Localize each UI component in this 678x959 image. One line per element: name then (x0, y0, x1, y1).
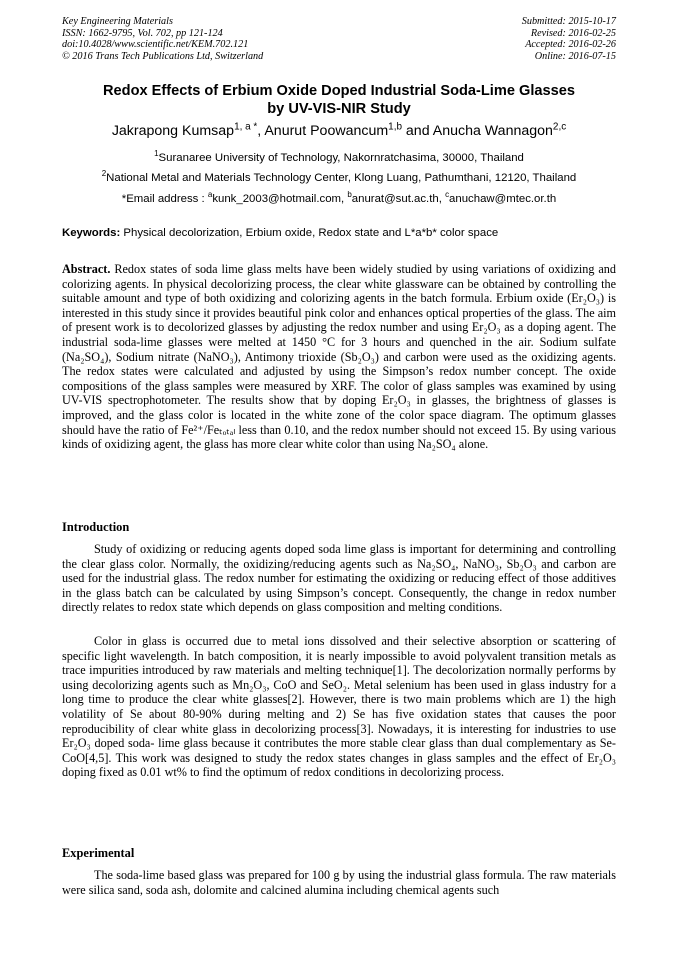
title-line-2: by UV-VIS-NIR Study (267, 101, 411, 117)
affiliation-text: National Metal and Materials Technology Center, Klong Luang, Pathumthani, 12120, Thailand (106, 172, 577, 184)
introduction-paragraph: Study of oxidizing or reducing agents doped soda lime glass is important for determining and controlling the clear glass color. Normally, the oxidizing/reducing agents such as Na₂SO₄, NaNO₃, Sb₂O₃ and carbon are used for the industrial glass. The redox number for estimating the oxidizing or reducing effect of those additives in the glass batch can be calculated by using Simpson’s concept. Consequently, the change in redox number directly relates to redox state which depends on glass composition and melting conditions. (62, 542, 616, 615)
author-separator: , (257, 123, 265, 139)
affiliation-sup: 1 (154, 149, 159, 159)
affiliation-sup: 2 (101, 169, 107, 179)
experimental-paragraph: The soda-lime based glass was prepared for 100 g by using the industrial glass formula. The raw materials were silica sand, soda ash, dolomite and calcined alumina including chemical agents such (62, 868, 616, 897)
email-sup: a (207, 190, 213, 200)
journal-copyright: © 2016 Trans Tech Publications Ltd, Switzerland (62, 50, 264, 62)
email-link[interactable]: kunk_2003@hotmail.com (212, 193, 342, 205)
journal-name: Key Engineering Materials (62, 16, 173, 27)
email-link[interactable]: anurat@sut.ac.th (351, 193, 439, 205)
keywords (62, 226, 616, 240)
keywords-text: Physical decolorization, Erbium oxide, Redox state and L*a*b* color space (120, 227, 499, 239)
email-separator: , (438, 193, 446, 205)
author-name: Anurut Poowancum (264, 123, 389, 139)
author-sup: 2,c (552, 121, 567, 133)
date-revised: Revised: 2016-02-25 (530, 27, 616, 39)
email-sup: c (445, 190, 450, 200)
affiliation-1 (62, 151, 616, 165)
abstract-text: Redox states of soda lime glass melts have been widely studied by using variations of oxidizing and colorizing agents. In physical decolorizing process, the clear white glassware can be obtained by controlling the suitable amount and type of both oxidizing and colorizing agents in the batch formula. Erbium oxide (Er₂O₃) is interested in this study since it provides beautiful pink color and enhances optical properties of the glass. The aim of present work is to decolorized glasses by adjusting the redox number and using Er₂O₃ as a doping agent. The industrial soda-lime glasses were melted at 1450 °C for 3 hours and quenched in the air. Sodium sulfate (Na₂SO₄), Sodium nitrate (NaNO₃), Antimony trioxide (Sb₂O₃) and carbon were used as the oxidizing agents. The redox states were calculated and adjusted by using the Simpson’s redox number concept. The oxide compositions of the glass samples were measured by XRF. The color of glass samples was examined by using UV-VIS spectrophotometer. The results show that by doping Er₂O₃ in glasses, the brightness of glasses is improved, and the glass color is located in the white zone of the color space diagram. The optimum glasses should have the ratio of Fe²⁺/Feₜₒₜₐₗ less than 0.10, and the redox number should not exceed 15. By using various kinds of oxidizing agent, the glass has more clear white color than using Na₂SO₄ alone. (62, 262, 616, 452)
paper-title (62, 82, 616, 118)
date-online: Online: 2016-07-15 (534, 50, 616, 62)
affiliation-text: Suranaree University of Technology, Nakornratchasima, 30000, Thailand (158, 152, 524, 164)
affiliation-2 (62, 171, 616, 185)
email-prefix: *Email address : (121, 193, 208, 205)
introduction-heading: Introduction (62, 520, 130, 534)
email-separator: , (341, 193, 348, 205)
author-name: Jakrapong Kumsap (111, 123, 235, 139)
journal-info (62, 16, 263, 62)
journal-doi: doi:10.4028/www.scientific.net/KEM.702.121 (62, 39, 249, 51)
publication-dates (522, 16, 616, 62)
email-link[interactable]: anuchaw@mtec.or.th (449, 193, 557, 205)
author-list (62, 122, 616, 140)
introduction-paragraph: Color in glass is occurred due to metal ions dissolved and their selective absorption or scattering of specific light wavelength. In batch composition, it is nearly impossible to avoid polyvalent transition metals as trace impurities introduced by raw materials and melting technique[1]. The decolorization normally performs by using decolorizing agents such as Mn₂O₃, CoO and SeO₂. Metal selenium has been used in glass industry for a long time to produce the clear white glasses[2]. However, there is two main problems which are 1) the high volatility of Se about 80-90% during melting and 2) Se has five oxidation states that causes the poor reproducibility of clear white glass in decolorizing process[3]. Nowadays, it is interesting for industries to use Er₂O₃ doped soda- lime glass because it contributes the more stable clear glass than dual complementary as Se-CoO[4,5]. This work was designed to study the redox states changes in glass samples and the effect of Er₂O₃ doping fixed as 0.01 wt% to find the optimum of redox conditions in decolorizing process. (62, 634, 616, 780)
email-addresses (62, 192, 616, 206)
keywords-label: Keywords: (62, 227, 121, 239)
author-separator: and (401, 123, 433, 139)
author-name: Anucha Wannagon (432, 123, 553, 139)
email-sup: b (347, 190, 352, 200)
date-submitted: Submitted: 2015-10-17 (521, 16, 616, 27)
journal-issn: ISSN: 1662-9795, Vol. 702, pp 121-124 (62, 27, 223, 39)
abstract-label: Abstract. (62, 262, 111, 276)
abstract (62, 262, 616, 452)
title-line-1: Redox Effects of Erbium Oxide Doped Industrial Soda-Lime Glasses (103, 83, 575, 99)
date-accepted: Accepted: 2016-02-26 (525, 39, 616, 51)
author-sup: 1,b (388, 121, 402, 133)
experimental-heading: Experimental (62, 846, 135, 860)
author-sup: 1, a * (234, 121, 258, 133)
